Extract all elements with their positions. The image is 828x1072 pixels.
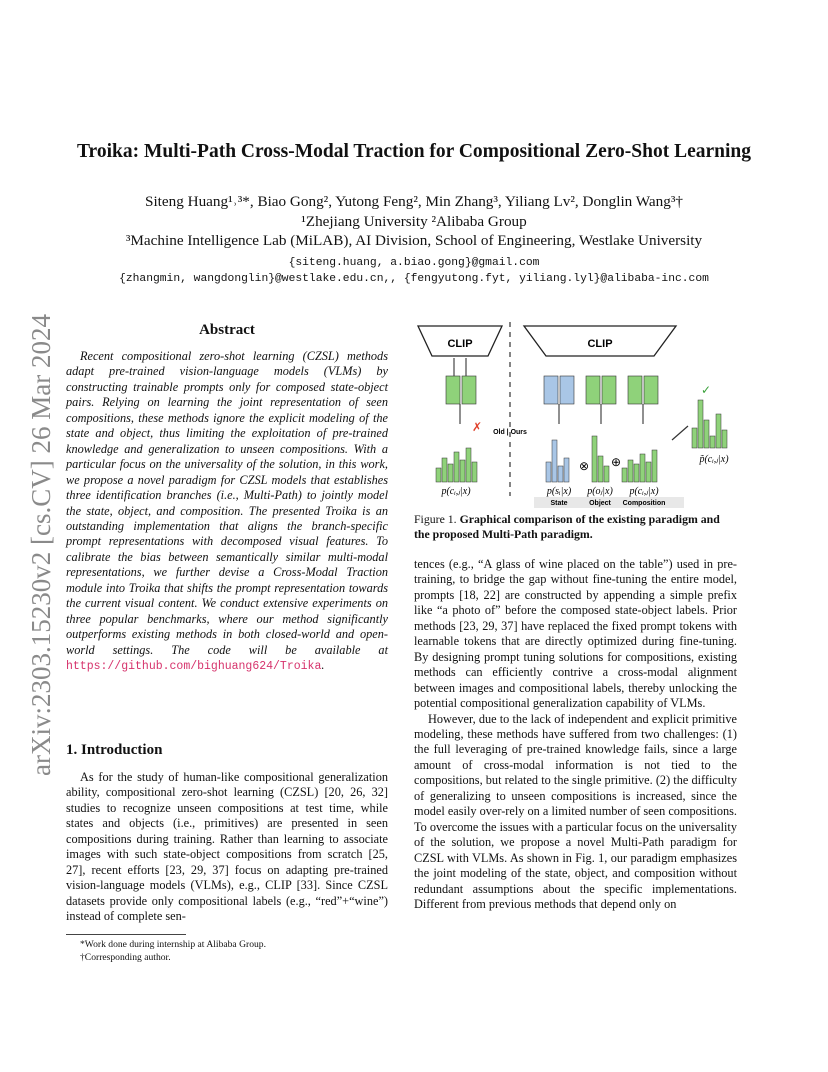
caption-prefix: Figure 1. — [414, 512, 457, 526]
histogram-old — [436, 448, 477, 482]
text-encoder-old — [446, 376, 460, 404]
label-object: Object — [589, 500, 611, 507]
abstract-heading: Abstract — [199, 322, 255, 338]
author-block — [0, 192, 828, 251]
old-branch — [436, 358, 482, 497]
intro-heading: 1. Introduction — [66, 742, 163, 758]
paper-title: Troika: Multi-Path Cross-Modal Traction for Compositional Zero-Shot Learning — [76, 141, 752, 162]
check-mark: ✓ — [700, 383, 712, 397]
histogram-final — [672, 383, 729, 465]
email-block — [0, 255, 828, 287]
footnote-1: *Work done during internship at Alibaba Group. — [80, 939, 267, 950]
footnote-2: †Corresponding author. — [80, 952, 171, 963]
right-paragraph-2: However, due to the lack of independent and explicit primitive modeling, these methods have suffered from two challenges: (1) the full leveraging of pre-trained knowledge fails, since a large amount of cross-modal information is not tied to the compositions, but related to the single primitive. (2) the difficulty of generalizing to unseen compositions is increased, since the model easily over-rely on a limited number of seen compositions. To overcome the issues with a particular focus on the universality of the solution, we propose a novel Multi-Path paradigm for CZSL with VLMs. As shown in Fig. 1, our paradigm emphasizes the joint modeling of the state, object, and composition without redundant assumptions about the specific implementations. Different from previous methods that depend only on — [414, 711, 737, 911]
right-paragraph-1: tences (e.g., “A glass of wine placed on the table”) used in pre-training, to bridge the gap without fine-tuning the entire model, prompts [18, 22] are constructed by appending a simple prefix like “a photo of” before the composed state-object labels. Prior methods [23, 29, 37] have replaced the fixed prompt tokens with learnable tokens that are directly optimized during fine-tuning. By designing prompt tuning solutions for compositions, existing methods can efficiently contrive a cross-modal alignment between images and compositional labels, thereby unlocking the potential compositional generalization capability of VLMs. — [414, 557, 737, 711]
formula-final: p̃(cᵢ,ⱼ|x) — [699, 454, 729, 465]
affiliation-2: ³Machine Intelligence Lab (MiLAB), AI Division, School of Engineering, Westlake University — [125, 232, 703, 249]
oplus-op: ⊕ — [610, 455, 622, 469]
formula-object: p(oⱼ|x) — [587, 486, 613, 497]
abstract-body: Recent compositional zero-shot learning (CZSL) methods adapt pre-trained vision-language models (VLMs) by constructing trainable prompts only for composed state-object pairs. Relying on learning the joint representation of seen compositions, these methods ignore the explicit modeling of the state and object, thus limiting the exploitation of pre-trained knowledge and generalization to unseen compositions. With a particular focus on the universality of the solution, in this work, we propose a novel paradigm for CZSL models that establishes three identification branches (i.e., Multi-Path) to jointly model the state, object, and composition. The presented Troika is an outstanding implementation that aligns the branch-specific prompt representations with decomposed visual features. To calibrate the bias between semantically similar multi-modal representations, we further devise a Cross-Modal Traction module into Troika that shifts the prompt representation towards the current visual content. We conduct extensive experiments on three popular benchmarks, where our method significantly outperforms existing methods in both closed-world and open-world settings. The code will be available at — [66, 349, 388, 657]
object-branch — [586, 376, 621, 482]
abstract-text: Recent compositional zero-shot learning (CZSL) methods adapt pre-trained vision-language models (VLMs) by constructing trainable prompts only for composed state-object pairs. Relying on learning the joint representation of seen compositions, these methods ignore the explicit modeling of the state and object, thus limiting the exploitation of pre-trained knowledge and generalization to unseen compositions. With a particular focus on the universality of the solution, in this work, we propose a novel paradigm for CZSL models that establishes three identification branches (i.e., Multi-Path) to jointly model the state, object, and composition. The presented Troika is an outstanding implementation that aligns the branch-specific prompt representations with decomposed visual features. To calibrate the bias between semantically similar multi-modal representations, we further devise a Cross-Modal Traction module into Troika that shifts the prompt representation towards the current visual content. We conduct extensive experiments on three popular benchmarks, where our method significantly outperforms existing methods in both closed-world and open-world settings. The code will be available at https://github.com/bighuang624/Troika. — [66, 349, 388, 674]
formula-old: p(cᵢ,ⱼ|x) — [441, 486, 471, 497]
email-line-1: {siteng.huang, a.biao.gong}@gmail.com — [288, 257, 540, 269]
email-line-2: {zhangmin, wangdonglin}@westlake.edu.cn,, {fengyutong.fyt, yiliang.lyl}@alibaba-inc.com — [119, 273, 709, 285]
affiliation-1: ¹Zhejiang University ²Alibaba Group — [301, 212, 527, 230]
right-column-body — [414, 557, 737, 912]
clip-label-ours: CLIP — [587, 338, 613, 350]
composition-branch — [622, 376, 658, 482]
arxiv-id: arXiv:2303.15230v2 [cs.CV] 26 Mar 2024 — [26, 314, 56, 776]
label-composition: Composition — [622, 500, 666, 507]
state-branch — [544, 376, 589, 482]
caption-text: Graphical comparison of the existing paradigm and the proposed Multi-Path paradigm. — [414, 512, 720, 541]
arxiv-stamp — [4, 260, 70, 780]
figure-caption — [414, 512, 737, 542]
formula-composition: p(cᵢ,ⱼ|x) — [629, 486, 659, 497]
footnote-rule — [66, 934, 186, 935]
code-link[interactable]: https://github.com/bighuang624/Troika — [66, 660, 322, 674]
otimes-op: ⊗ — [578, 459, 590, 473]
footnotes — [66, 938, 388, 964]
old-ours-label: Old | Ours — [493, 429, 527, 436]
author-names: Siteng Huang¹˒³*, Biao Gong², Yutong Feng², Min Zhang³, Yiliang Lv², Donglin Wang³† — [145, 193, 683, 210]
clip-label-old: CLIP — [447, 338, 473, 350]
intro-paragraph: As for the study of human-like compositional generalization ability, compositional zero-shot learning (CZSL) [20, 26, 32] studies to recognize unseen compositions at test time, while states and objects (i.e., primitives) are presented in seen compositions during training. Rather than learning to associate images with such state-object compositions from scratch [25, 27], recent efforts [23, 29, 37] focus on adapting pre-trained vision-language models (VLMs), e.g., CLIP [33]. Since CZSL datasets provide only compositional labels (e.g., “red”+“wine”) instead of complete sen- — [66, 770, 388, 924]
cross-mark: ✗ — [472, 420, 483, 434]
formula-state: p(sᵢ|x) — [546, 486, 572, 497]
image-encoder-old — [462, 376, 476, 404]
figure-1 — [414, 318, 740, 508]
label-state: State — [550, 500, 568, 507]
